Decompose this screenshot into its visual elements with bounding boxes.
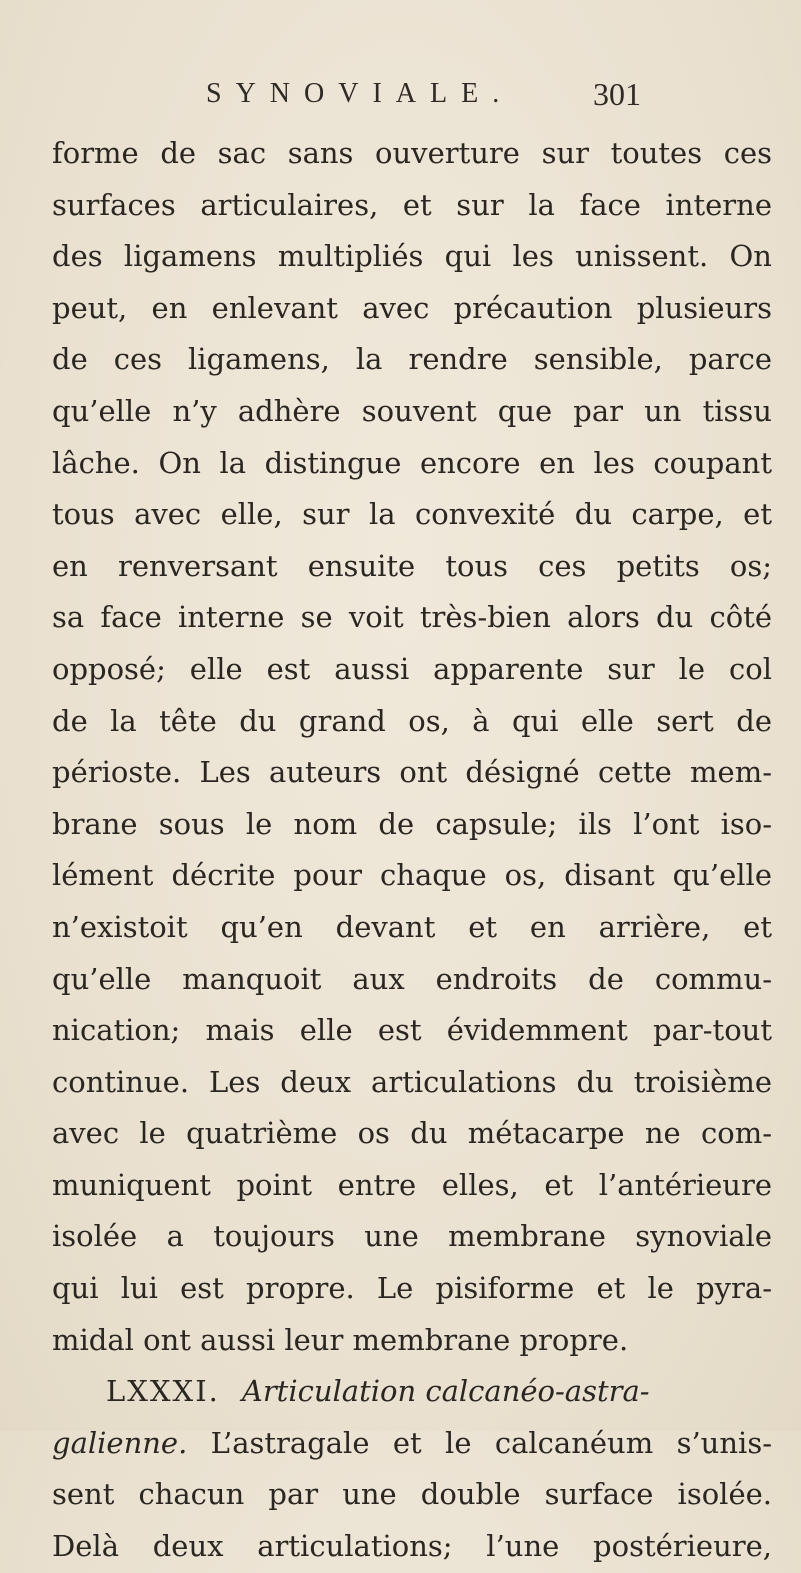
text-line: brane sous le nom de capsule; ils l’ont iso- — [52, 806, 772, 841]
text-line: tous avec elle, sur la convexité du carpe, et — [52, 497, 772, 532]
text-line: qu’elle n’y adhère souvent que par un tissu — [52, 393, 772, 428]
text-line: n’existoit qu’en devant et en arrière, et — [52, 909, 772, 944]
section-heading — [52, 1366, 772, 1418]
text-line: de ces ligamens, la rendre sensible, parce — [52, 342, 772, 377]
text-line: lâche. On la distingue encore en les coupant — [52, 445, 772, 480]
text-line: surfaces articulaires, et sur la face interne — [52, 187, 772, 222]
page-number: 301 — [593, 76, 641, 112]
text-line: avec le quatrième os du métacarpe ne com- — [52, 1116, 772, 1151]
text-line: en renversant ensuite tous ces petits os; — [52, 548, 772, 583]
text-line: qui lui est propre. Le pisiforme et le pyra- — [52, 1271, 772, 1306]
text-line: muniquent point entre elles, et l’antérieure — [52, 1167, 772, 1202]
text-line: lément décrite pour chaque os, disant qu’elle — [52, 858, 772, 893]
text-line: opposé; elle est aussi apparente sur le col — [52, 651, 772, 686]
text-line: peut, en enlevant avec précaution plusieurs — [52, 290, 772, 325]
text-line: sa face interne se voit très-bien alors du côté — [52, 600, 772, 635]
text-line: qu’elle manquoit aux endroits de commu- — [52, 961, 772, 996]
running-head: SYNOVIALE. — [206, 78, 514, 109]
section-title-continued: galienne. — [52, 1425, 188, 1460]
section-number: LXXXI. — [106, 1374, 220, 1409]
text-line: de la tête du grand os, à qui elle sert de — [52, 703, 772, 738]
text-line: forme de sac sans ouverture sur toutes ces — [52, 136, 772, 170]
body-text — [52, 128, 772, 1573]
text-line: sent chacun par une double surface isolée. — [52, 1477, 772, 1512]
text-line: des ligamens multipliés qui les unissent. On — [52, 239, 772, 274]
text-line: isolée a toujours une membrane synoviale — [52, 1219, 772, 1254]
text-line: continue. Les deux articulations du troisième — [52, 1064, 772, 1099]
text-line — [52, 1418, 772, 1470]
section-title: Articulation calcanéo-astra- — [241, 1374, 650, 1409]
text-line: midal ont aussi leur membrane propre. — [52, 1322, 629, 1357]
text-line: périoste. Les auteurs ont désigné cette mem- — [52, 755, 772, 790]
text-line: Delà deux articulations; l’une postérieure, — [52, 1529, 772, 1564]
text-line: nication; mais elle est évidemment par-tout — [52, 1013, 772, 1048]
section-text: L’astragale et le calcanéum s’unis- — [187, 1425, 772, 1460]
